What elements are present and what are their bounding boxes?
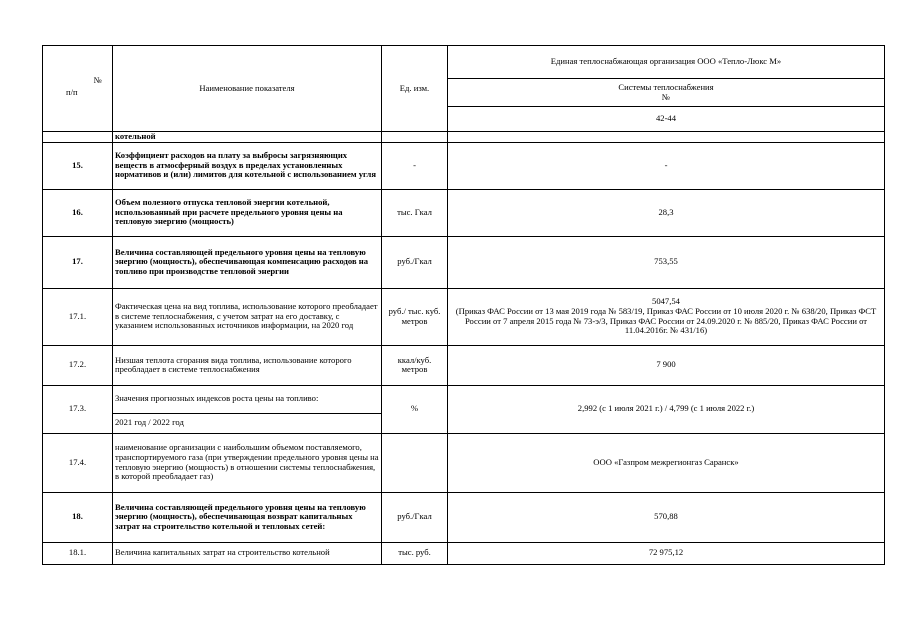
row-value: 570,88: [448, 492, 885, 542]
row-number: 17.4.: [43, 433, 113, 492]
row-value-sources: (Приказ ФАС России от 13 мая 2019 года № 583/19, Приказ ФАС России от 10 июля 2020 г. № 638/20, Приказ ФСТ России от 7 апреля 2015 года № 73-э/3, Приказ ФАС России от 24.09.2020 г. № 885/20, Приказ ФАС России от 11.04.2016г. № 431/16): [455, 306, 877, 336]
header-indicator-name: Наименование показателя: [113, 46, 382, 132]
row-value: 2,992 (с 1 июля 2021 г.) / 4,799 (с 1 июля 2022 г.): [448, 385, 885, 433]
header-systems: [448, 79, 885, 107]
row-unit: руб./Гкал: [382, 492, 448, 542]
row-name: Величина капитальных затрат на строительство котельной: [113, 542, 382, 564]
table-row: [43, 142, 885, 189]
row-value: -: [448, 142, 885, 189]
table-row: [43, 542, 885, 564]
row-unit: %: [382, 385, 448, 433]
row-name: котельной: [113, 132, 382, 143]
row-number: [43, 132, 113, 143]
row-number: 18.1.: [43, 542, 113, 564]
row-value: 28,3: [448, 189, 885, 236]
row-number: 17.2.: [43, 345, 113, 385]
row-name: Фактическая цена на вид топлива, использование которого преобладает в системе теплоснабжения, с учетом затрат на его доставку, с указанием использованных источников информации, на 2020 год: [113, 288, 382, 345]
row-name: Величина составляющей предельного уровня цены на тепловую энергию (мощность), обеспечивающая компенсацию расходов на топливо при производстве тепловой энергии: [113, 236, 382, 288]
row-value: [448, 132, 885, 143]
row-number: 16.: [43, 189, 113, 236]
row-name-years: 2021 год / 2022 год: [113, 413, 382, 433]
row-value: [448, 288, 885, 345]
table-row: [43, 236, 885, 288]
row-name: Низшая теплота сгорания вида топлива, использование которого преобладает в системе теплоснабжения: [113, 345, 382, 385]
table-row: [43, 132, 885, 143]
header-number: [43, 46, 113, 132]
row-value: 72 975,12: [448, 542, 885, 564]
row-value: 7 900: [448, 345, 885, 385]
table-row: [43, 189, 885, 236]
row-number: 17.: [43, 236, 113, 288]
row-unit: тыс. Гкал: [382, 189, 448, 236]
price-table: [42, 45, 885, 565]
row-unit: -: [382, 142, 448, 189]
row-name: Объем полезного отпуска тепловой энергии котельной, использованный при расчете предельного уровня цены на тепловую энергию (мощность): [113, 189, 382, 236]
row-value: 753,55: [448, 236, 885, 288]
header-organization: Единая теплоснабжающая организация ООО «Тепло-Люкс М»: [448, 46, 885, 79]
header-systems-number-sign: №: [661, 91, 671, 102]
row-value-main: 5047,54: [652, 296, 680, 307]
row-unit: руб./ тыс. куб. метров: [382, 288, 448, 345]
row-unit: руб./Гкал: [382, 236, 448, 288]
table-row: [43, 433, 885, 492]
table-row: [43, 385, 885, 413]
header-system-id: 42-44: [448, 107, 885, 132]
row-name: наименование организации с наибольшим объемом поставляемого, транспортируемого газа (при утверждении предельного уровня цены на тепловую энергию (мощность) в отношении системы теплоснабжения, в которой преобладает газ): [113, 433, 382, 492]
row-name: Величина составляющей предельного уровня цены на тепловую энергию (мощность), обеспечивающая возврат капитальных затрат на строительство котельной и тепловых сетей:: [113, 492, 382, 542]
row-value: ООО «Газпром межрегионгаз Саранск»: [448, 433, 885, 492]
row-number: 17.1.: [43, 288, 113, 345]
row-number: 18.: [43, 492, 113, 542]
header-number-symbol: №: [93, 75, 102, 85]
row-name: Коэффициент расходов на плату за выбросы загрязняющих веществ в атмосферный воздух в пределах установленных нормативов и (или) лимитов для котельной с использованием угля: [113, 142, 382, 189]
header-number-label: п/п: [66, 87, 78, 97]
table-row: [43, 345, 885, 385]
table-row: [43, 288, 885, 345]
row-unit: ккал/куб. метров: [382, 345, 448, 385]
row-unit: тыс. руб.: [382, 542, 448, 564]
table-row: [43, 492, 885, 542]
row-number: 15.: [43, 142, 113, 189]
header-systems-label: Системы теплоснабжения: [618, 81, 714, 92]
row-unit: [382, 433, 448, 492]
row-name: Значения прогнозных индексов роста цены на топливо:: [113, 385, 382, 413]
header-unit: Ед. изм.: [382, 46, 448, 132]
row-number: 17.3.: [43, 385, 113, 433]
row-unit: [382, 132, 448, 143]
